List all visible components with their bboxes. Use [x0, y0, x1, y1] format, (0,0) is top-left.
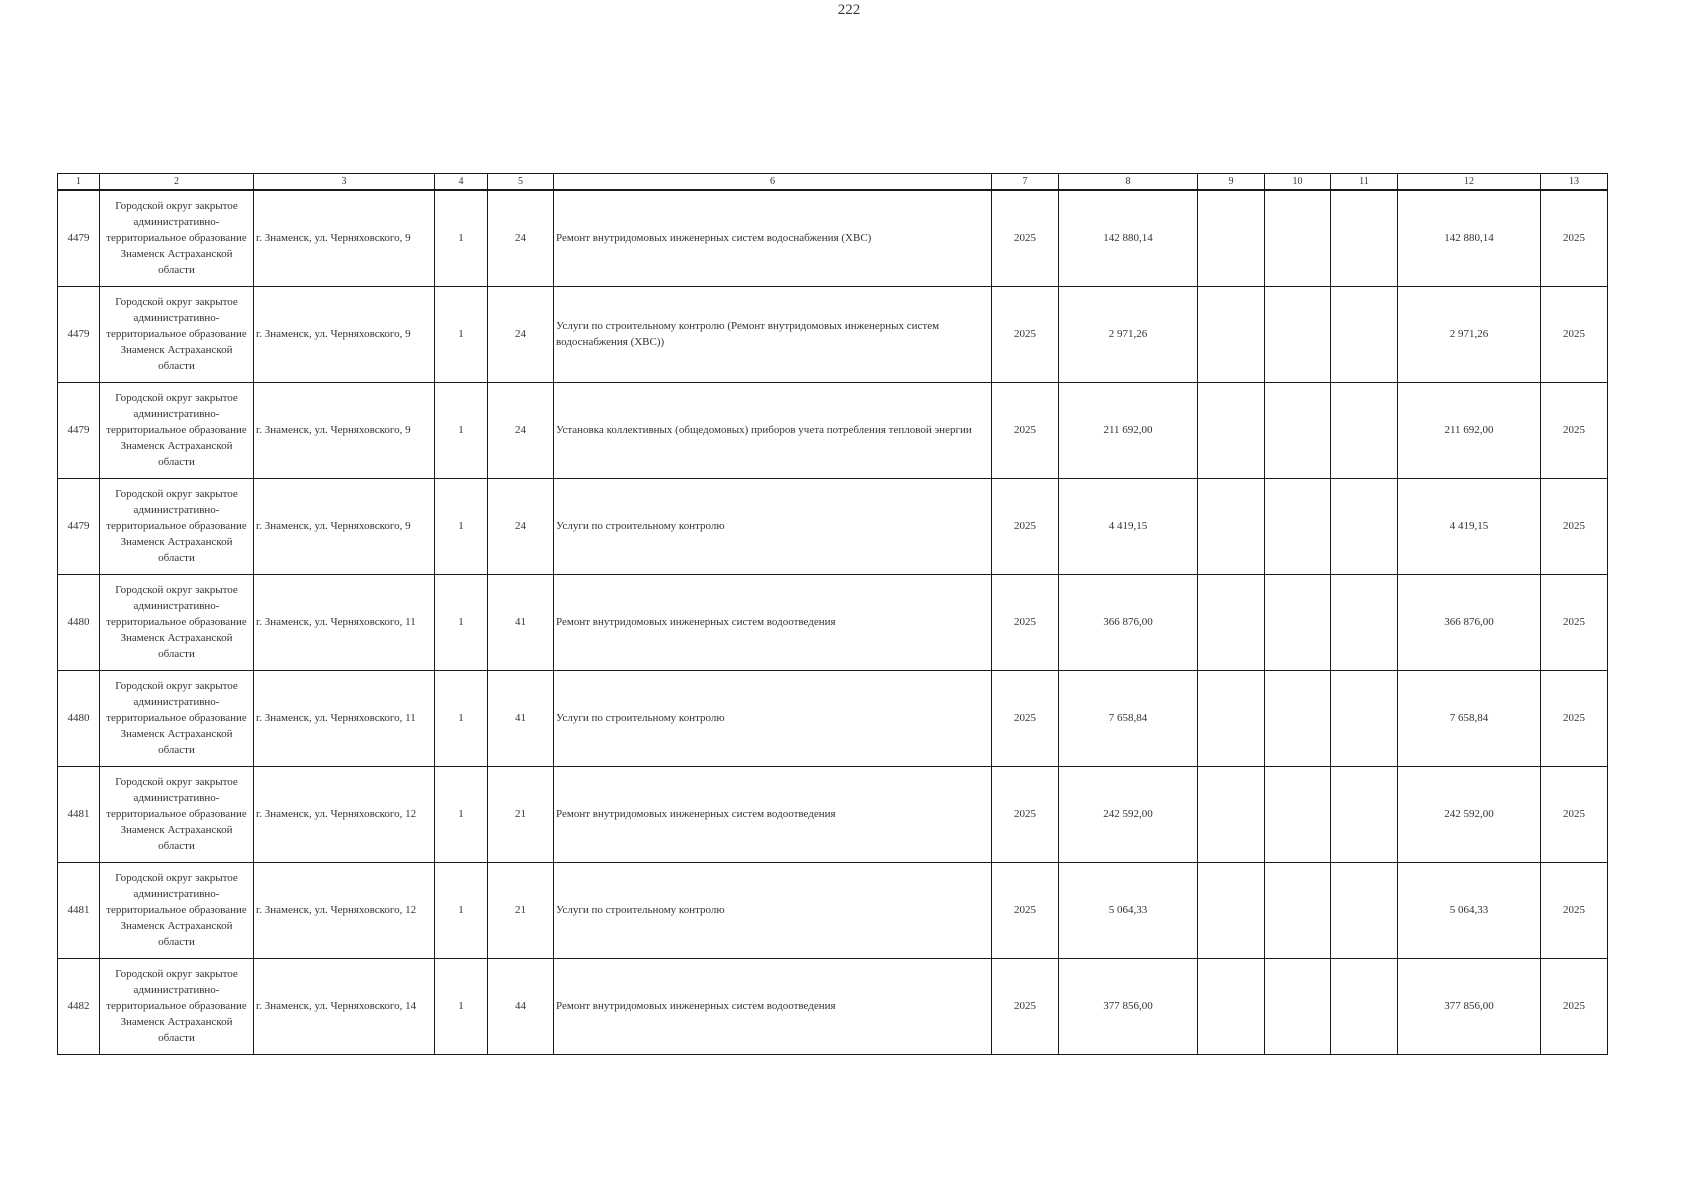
col4-cell: 1	[435, 766, 488, 862]
col9-cell	[1198, 958, 1265, 1054]
municipality-cell: Городской округ закрытое административно-территориальное образование Знаменск Астраханской области	[100, 862, 254, 958]
col13-cell: 2025	[1541, 190, 1608, 286]
col5-cell: 44	[488, 958, 554, 1054]
municipality-cell: Городской округ закрытое административно-территориальное образование Знаменск Астраханской области	[100, 574, 254, 670]
col4-cell: 1	[435, 478, 488, 574]
table-row	[58, 958, 1608, 1054]
table-row	[58, 574, 1608, 670]
address-cell: г. Знаменск, ул. Черняховского, 9	[254, 286, 435, 382]
col4-cell: 1	[435, 574, 488, 670]
address-cell: г. Знаменск, ул. Черняховского, 12	[254, 862, 435, 958]
col13-cell: 2025	[1541, 478, 1608, 574]
col11-cell	[1331, 574, 1398, 670]
repair-schedule-table	[57, 173, 1608, 1055]
col13-cell: 2025	[1541, 382, 1608, 478]
column-header: 8	[1059, 174, 1198, 191]
col13-cell: 2025	[1541, 766, 1608, 862]
col5-cell: 41	[488, 574, 554, 670]
col10-cell	[1265, 190, 1331, 286]
address-cell: г. Знаменск, ул. Черняховского, 11	[254, 670, 435, 766]
col12-cell: 377 856,00	[1398, 958, 1541, 1054]
col5-cell: 24	[488, 190, 554, 286]
year-cell: 2025	[992, 286, 1059, 382]
column-header: 13	[1541, 174, 1608, 191]
col4-cell: 1	[435, 382, 488, 478]
column-header: 12	[1398, 174, 1541, 191]
col10-cell	[1265, 766, 1331, 862]
table-header-row	[58, 174, 1608, 191]
cost-cell: 142 880,14	[1059, 190, 1198, 286]
col11-cell	[1331, 670, 1398, 766]
work-type-cell: Услуги по строительному контролю	[554, 478, 992, 574]
col9-cell	[1198, 862, 1265, 958]
col9-cell	[1198, 382, 1265, 478]
cost-cell: 377 856,00	[1059, 958, 1198, 1054]
col9-cell	[1198, 766, 1265, 862]
col9-cell	[1198, 190, 1265, 286]
col12-cell: 7 658,84	[1398, 670, 1541, 766]
address-cell: г. Знаменск, ул. Черняховского, 14	[254, 958, 435, 1054]
cost-cell: 211 692,00	[1059, 382, 1198, 478]
col5-cell: 24	[488, 478, 554, 574]
col11-cell	[1331, 286, 1398, 382]
row-id-cell: 4482	[58, 958, 100, 1054]
column-header: 3	[254, 174, 435, 191]
column-header: 5	[488, 174, 554, 191]
table-row	[58, 766, 1608, 862]
column-header: 7	[992, 174, 1059, 191]
col13-cell: 2025	[1541, 958, 1608, 1054]
col10-cell	[1265, 958, 1331, 1054]
col11-cell	[1331, 190, 1398, 286]
row-id-cell: 4479	[58, 286, 100, 382]
address-cell: г. Знаменск, ул. Черняховского, 9	[254, 382, 435, 478]
work-type-cell: Ремонт внутридомовых инженерных систем водоотведения	[554, 958, 992, 1054]
row-id-cell: 4481	[58, 862, 100, 958]
col4-cell: 1	[435, 862, 488, 958]
col10-cell	[1265, 862, 1331, 958]
row-id-cell: 4479	[58, 478, 100, 574]
row-id-cell: 4481	[58, 766, 100, 862]
table-row	[58, 862, 1608, 958]
col13-cell: 2025	[1541, 862, 1608, 958]
address-cell: г. Знаменск, ул. Черняховского, 9	[254, 190, 435, 286]
col11-cell	[1331, 382, 1398, 478]
year-cell: 2025	[992, 862, 1059, 958]
col10-cell	[1265, 574, 1331, 670]
col10-cell	[1265, 382, 1331, 478]
row-id-cell: 4480	[58, 670, 100, 766]
year-cell: 2025	[992, 574, 1059, 670]
column-header: 6	[554, 174, 992, 191]
work-type-cell: Ремонт внутридомовых инженерных систем водоснабжения (ХВС)	[554, 190, 992, 286]
col9-cell	[1198, 286, 1265, 382]
row-id-cell: 4479	[58, 382, 100, 478]
column-header: 10	[1265, 174, 1331, 191]
col5-cell: 24	[488, 286, 554, 382]
col11-cell	[1331, 862, 1398, 958]
col10-cell	[1265, 286, 1331, 382]
column-header: 4	[435, 174, 488, 191]
cost-cell: 242 592,00	[1059, 766, 1198, 862]
municipality-cell: Городской округ закрытое административно-территориальное образование Знаменск Астраханской области	[100, 190, 254, 286]
address-cell: г. Знаменск, ул. Черняховского, 11	[254, 574, 435, 670]
col9-cell	[1198, 478, 1265, 574]
year-cell: 2025	[992, 766, 1059, 862]
cost-cell: 2 971,26	[1059, 286, 1198, 382]
row-id-cell: 4480	[58, 574, 100, 670]
cost-cell: 366 876,00	[1059, 574, 1198, 670]
col11-cell	[1331, 958, 1398, 1054]
col9-cell	[1198, 574, 1265, 670]
table-row	[58, 286, 1608, 382]
col4-cell: 1	[435, 190, 488, 286]
table-row	[58, 190, 1608, 286]
col10-cell	[1265, 478, 1331, 574]
column-header: 11	[1331, 174, 1398, 191]
work-type-cell: Установка коллективных (общедомовых) приборов учета потребления тепловой энергии	[554, 382, 992, 478]
year-cell: 2025	[992, 670, 1059, 766]
col12-cell: 142 880,14	[1398, 190, 1541, 286]
col4-cell: 1	[435, 286, 488, 382]
col12-cell: 211 692,00	[1398, 382, 1541, 478]
work-type-cell: Услуги по строительному контролю	[554, 670, 992, 766]
year-cell: 2025	[992, 958, 1059, 1054]
column-header: 9	[1198, 174, 1265, 191]
year-cell: 2025	[992, 478, 1059, 574]
col13-cell: 2025	[1541, 286, 1608, 382]
cost-cell: 5 064,33	[1059, 862, 1198, 958]
col5-cell: 21	[488, 862, 554, 958]
work-type-cell: Услуги по строительному контролю	[554, 862, 992, 958]
col12-cell: 242 592,00	[1398, 766, 1541, 862]
col12-cell: 2 971,26	[1398, 286, 1541, 382]
work-type-cell: Ремонт внутридомовых инженерных систем водоотведения	[554, 766, 992, 862]
address-cell: г. Знаменск, ул. Черняховского, 9	[254, 478, 435, 574]
municipality-cell: Городской округ закрытое административно-территориальное образование Знаменск Астраханской области	[100, 478, 254, 574]
col12-cell: 4 419,15	[1398, 478, 1541, 574]
page-number: 222	[837, 2, 861, 18]
table-row	[58, 478, 1608, 574]
col11-cell	[1331, 478, 1398, 574]
column-header: 2	[100, 174, 254, 191]
table-row	[58, 382, 1608, 478]
col9-cell	[1198, 670, 1265, 766]
address-cell: г. Знаменск, ул. Черняховского, 12	[254, 766, 435, 862]
column-header: 1	[58, 174, 100, 191]
col13-cell: 2025	[1541, 574, 1608, 670]
municipality-cell: Городской округ закрытое административно-территориальное образование Знаменск Астраханской области	[100, 286, 254, 382]
municipality-cell: Городской округ закрытое административно-территориальное образование Знаменск Астраханской области	[100, 382, 254, 478]
cost-cell: 7 658,84	[1059, 670, 1198, 766]
col12-cell: 366 876,00	[1398, 574, 1541, 670]
table-row	[58, 670, 1608, 766]
col10-cell	[1265, 670, 1331, 766]
cost-cell: 4 419,15	[1059, 478, 1198, 574]
col4-cell: 1	[435, 670, 488, 766]
col5-cell: 41	[488, 670, 554, 766]
year-cell: 2025	[992, 190, 1059, 286]
col11-cell	[1331, 766, 1398, 862]
work-type-cell: Ремонт внутридомовых инженерных систем водоотведения	[554, 574, 992, 670]
col5-cell: 24	[488, 382, 554, 478]
municipality-cell: Городской округ закрытое административно-территориальное образование Знаменск Астраханской области	[100, 958, 254, 1054]
col13-cell: 2025	[1541, 670, 1608, 766]
year-cell: 2025	[992, 382, 1059, 478]
col5-cell: 21	[488, 766, 554, 862]
municipality-cell: Городской округ закрытое административно-территориальное образование Знаменск Астраханской области	[100, 766, 254, 862]
work-type-cell: Услуги по строительному контролю (Ремонт внутридомовых инженерных систем водоснабжения (ХВС))	[554, 286, 992, 382]
col12-cell: 5 064,33	[1398, 862, 1541, 958]
row-id-cell: 4479	[58, 190, 100, 286]
municipality-cell: Городской округ закрытое административно-территориальное образование Знаменск Астраханской области	[100, 670, 254, 766]
col4-cell: 1	[435, 958, 488, 1054]
